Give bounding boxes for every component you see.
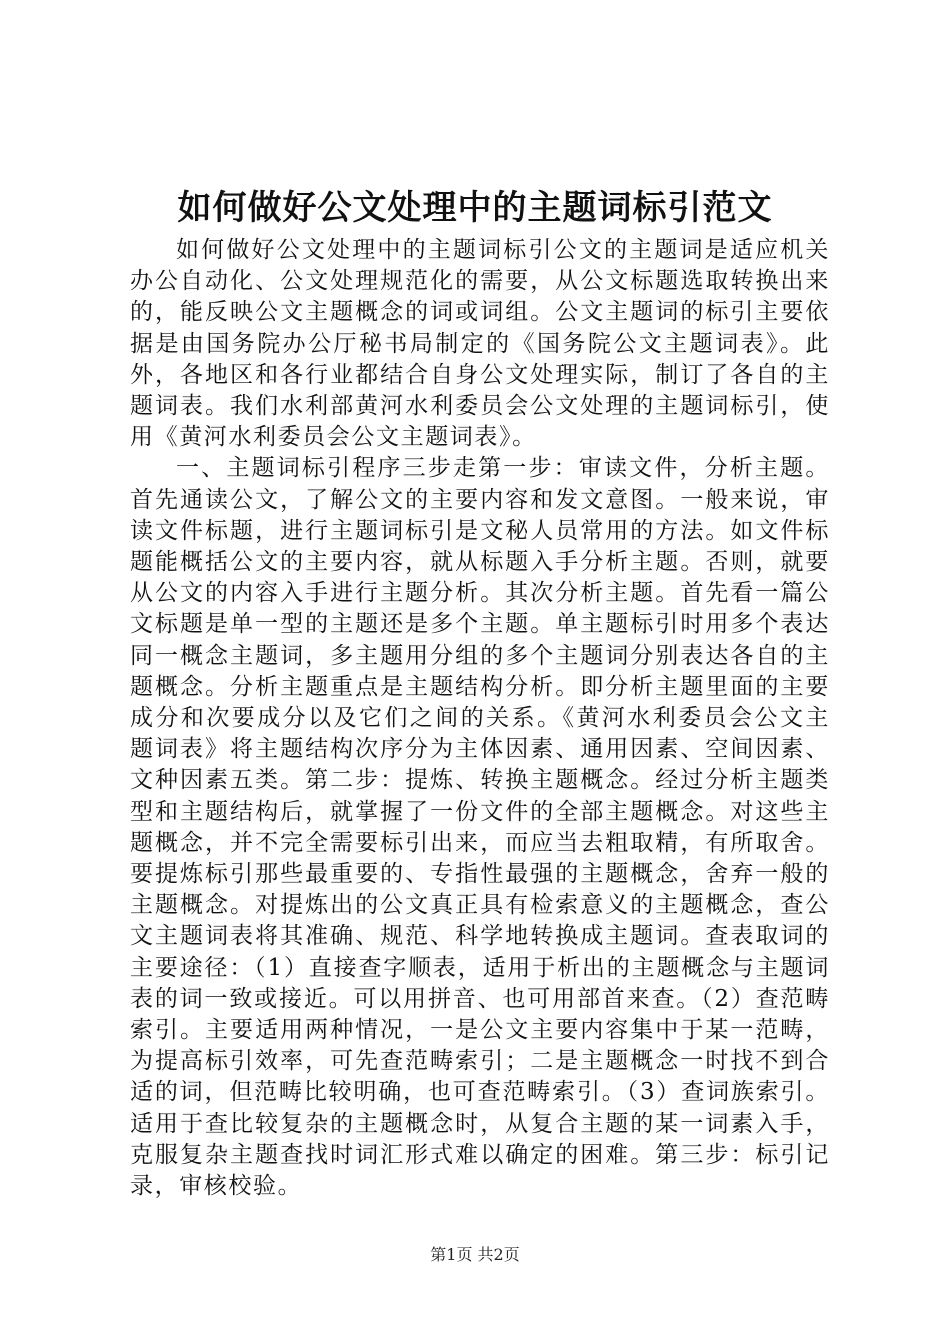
document-body	[130, 235, 830, 1202]
document-title: 如何做好公文处理中的主题词标引范文	[177, 188, 773, 228]
paragraph-intro: 如何做好公文处理中的主题词标引公文的主题词是适应机关办公自动化、公文处理规范化的需要，从公文标题选取转换出来的，能反映公文主题概念的词或词组。公文主题词的标引主要依据是由国务院办公厅秘书局制定的《国务院公文主题词表》。此外，各地区和各行业都结合自身公文处理实际，制订了各自的主题词表。我们水利部黄河水利委员会公文处理的主题词标引，使用《黄河水利委员会公文主题词表》。	[130, 237, 830, 451]
paragraph-procedure: 一、主题词标引程序三步走第一步：审读文件，分析主题。首先通读公文，了解公文的主要内容和发文意图。一般来说，审读文件标题，进行主题词标引是文秘人员常用的方法。如文件标题能概括公文的主要内容，就从标题入手分析主题。否则，就要从公文的内容入手进行主题分析。其次分析主题。首先看一篇公文标题是单一型的主题还是多个主题。单主题标引时用多个表达同一概念主题词，多主题用分组的多个主题词分别表达各自的主题概念。分析主题重点是主题结构分析。即分析主题里面的主要成分和次要成分以及它们之间的关系。《黄河水利委员会公文主题词表》将主题结构次序分为主体因素、通用因素、空间因素、文种因素五类。第二步：提炼、转换主题概念。经过分析主题类型和主题结构后，就掌握了一份文件的全部主题概念。对这些主题概念，并不完全需要标引出来，而应当去粗取精，有所取舍。要提炼标引那些最重要的、专指性最强的主题概念，舍弃一般的主题概念。对提炼出的公文真正具有检索意义的主题概念，查公文主题词表将其准确、规范、科学地转换成主题词。查表取词的主要途径：（1）直接查字顺表，适用于析出的主题概念与主题词表的词一致或接近。可以用拼音、也可用部首来查。（2）查范畴索引。主要适用两种情况，一是公文主要内容集中于某一范畴，为提高标引效率，可先查范畴索引；二是主题概念一时找不到合适的词，但范畴比较明确，也可查范畴索引。（3）查词族索引。适用于查比较复杂的主题概念时，从复合主题的某一词素入手，克服复杂主题查找时词汇形式难以确定的困难。第三步：标引记录，审核校验。	[130, 455, 830, 1200]
page-number: 第1页 共2页	[430, 1245, 520, 1264]
